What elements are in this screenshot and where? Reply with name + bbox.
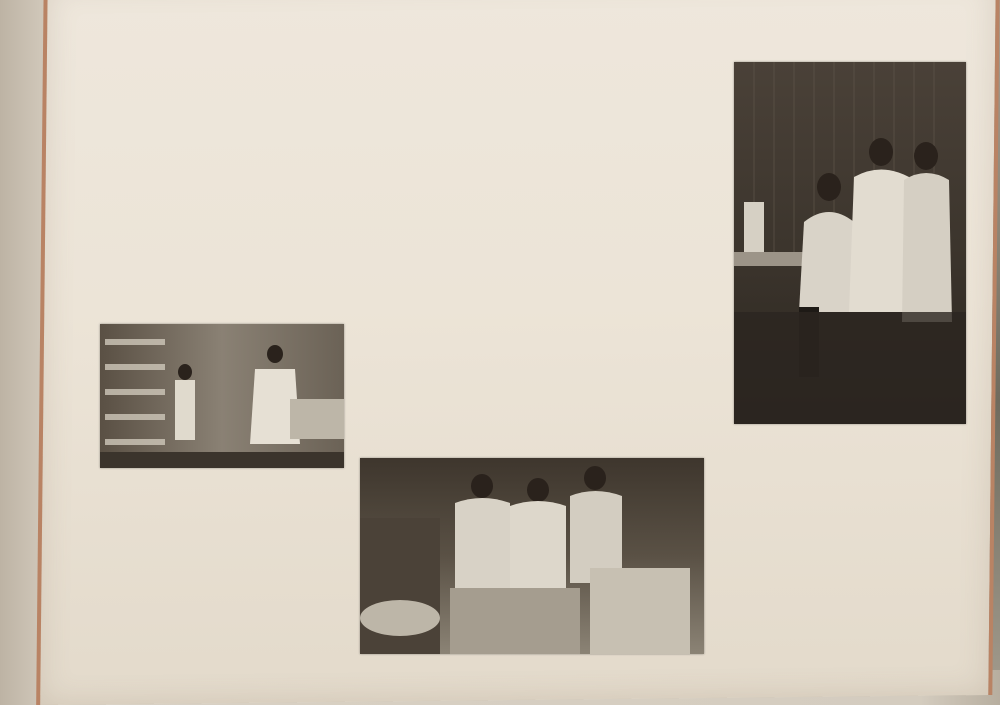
photo-apprentice-gilders-image [734, 62, 966, 424]
photo-workshop-men-image [360, 458, 704, 654]
photo-workshop-men [360, 458, 704, 654]
photo-hollowore-pressers [100, 324, 344, 468]
photo-apprentice-gilders [734, 62, 966, 424]
photo-hollowore-pressers-image [100, 324, 344, 468]
paragraph-1-rest [340, 66, 730, 86]
